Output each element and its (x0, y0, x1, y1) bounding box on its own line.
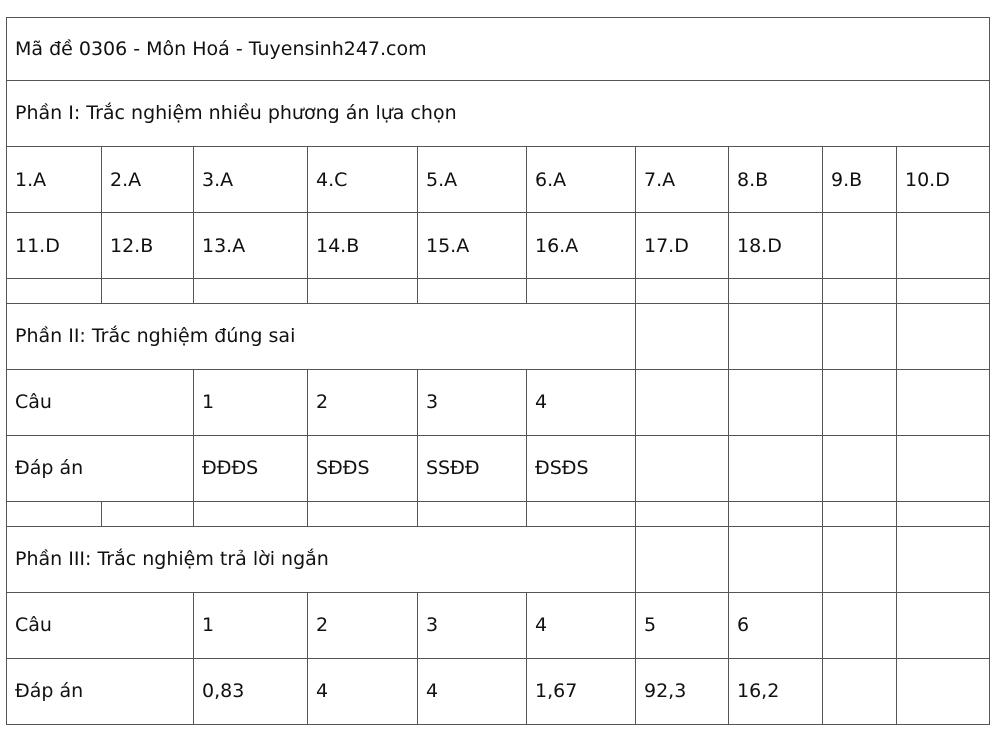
part2-answer-row (7, 435, 990, 501)
part2-answer-cell: ĐĐĐS (194, 435, 308, 501)
empty-cell (636, 369, 729, 435)
empty-cell (308, 279, 418, 304)
part1-answer-cell: 8.B (729, 147, 823, 213)
empty-cell (7, 502, 102, 527)
part3-heading-row (7, 526, 990, 592)
part2-answer-cell: SĐĐS (308, 435, 418, 501)
empty-cell (823, 303, 897, 369)
part1-answer-cell: 10.D (897, 147, 990, 213)
empty-cell (527, 502, 636, 527)
part2-question-cell: 4 (527, 369, 636, 435)
empty-cell (194, 502, 308, 527)
part2-answer-cell: ĐSĐS (527, 435, 636, 501)
empty-cell (897, 279, 990, 304)
part3-question-cell: 6 (729, 592, 823, 658)
part3-answer-cell: 4 (308, 658, 418, 724)
part1-answer-cell: 18.D (729, 213, 823, 279)
part1-answer-cell: 3.A (194, 147, 308, 213)
part1-answer-cell: 17.D (636, 213, 729, 279)
part1-heading-row (7, 80, 990, 146)
part3-question-label: Câu (7, 592, 194, 658)
part3-question-cell: 3 (418, 592, 527, 658)
part1-answer-cell: 1.A (7, 147, 102, 213)
empty-cell (897, 369, 990, 435)
part1-answer-cell: 14.B (308, 213, 418, 279)
empty-cell (823, 658, 897, 724)
empty-cell (418, 502, 527, 527)
spacer-row (7, 502, 990, 527)
empty-cell (897, 502, 990, 527)
part2-question-cell: 1 (194, 369, 308, 435)
part3-answer-cell: 16,2 (729, 658, 823, 724)
answer-key-table (6, 17, 990, 725)
empty-cell (823, 592, 897, 658)
part1-answer-cell: 11.D (7, 213, 102, 279)
part3-question-cell: 1 (194, 592, 308, 658)
exam-title: Mã đề 0306 - Môn Hoá - Tuyensinh247.com (7, 18, 990, 81)
title-row (7, 18, 990, 81)
empty-cell (823, 526, 897, 592)
part3-answer-cell: 4 (418, 658, 527, 724)
empty-cell (729, 502, 823, 527)
part1-answer-cell: 12.B (102, 213, 194, 279)
part2-heading-row (7, 303, 990, 369)
part1-answer-cell: 2.A (102, 147, 194, 213)
part2-heading: Phần II: Trắc nghiệm đúng sai (7, 303, 636, 369)
empty-cell (636, 502, 729, 527)
spacer-row (7, 279, 990, 304)
empty-cell (636, 435, 729, 501)
part1-answer-cell: 15.A (418, 213, 527, 279)
part1-answer-cell: 9.B (823, 147, 897, 213)
part1-heading: Phần I: Trắc nghiệm nhiều phương án lựa chọn (7, 80, 990, 146)
part3-question-cell: 2 (308, 592, 418, 658)
part1-answer-row (7, 213, 990, 279)
part2-question-cell: 3 (418, 369, 527, 435)
empty-cell (823, 279, 897, 304)
part1-answer-cell: 16.A (527, 213, 636, 279)
part2-answer-cell: SSĐĐ (418, 435, 527, 501)
empty-cell (527, 279, 636, 304)
empty-cell (308, 502, 418, 527)
empty-cell (823, 213, 897, 279)
empty-cell (729, 369, 823, 435)
empty-cell (102, 279, 194, 304)
empty-cell (897, 592, 990, 658)
empty-cell (897, 435, 990, 501)
empty-cell (823, 502, 897, 527)
part2-question-cell: 2 (308, 369, 418, 435)
part1-answer-cell: 4.C (308, 147, 418, 213)
empty-cell (729, 526, 823, 592)
part3-answer-cell: 0,83 (194, 658, 308, 724)
part1-answer-cell: 13.A (194, 213, 308, 279)
empty-cell (636, 303, 729, 369)
part3-question-cell: 4 (527, 592, 636, 658)
empty-cell (729, 303, 823, 369)
empty-cell (636, 526, 729, 592)
part3-answer-cell: 92,3 (636, 658, 729, 724)
empty-cell (897, 303, 990, 369)
part3-answer-row (7, 658, 990, 724)
empty-cell (823, 369, 897, 435)
part1-answer-cell: 6.A (527, 147, 636, 213)
empty-cell (102, 502, 194, 527)
empty-cell (897, 526, 990, 592)
part1-answer-row (7, 147, 990, 213)
empty-cell (194, 279, 308, 304)
part2-question-label: Câu (7, 369, 194, 435)
empty-cell (636, 279, 729, 304)
empty-cell (823, 435, 897, 501)
part1-answer-cell: 7.A (636, 147, 729, 213)
empty-cell (7, 279, 102, 304)
part1-answer-cell: 5.A (418, 147, 527, 213)
part2-answer-label: Đáp án (7, 435, 194, 501)
part3-question-cell: 5 (636, 592, 729, 658)
empty-cell (418, 279, 527, 304)
part2-question-row (7, 369, 990, 435)
part3-answer-label: Đáp án (7, 658, 194, 724)
empty-cell (897, 658, 990, 724)
part3-heading: Phần III: Trắc nghiệm trả lời ngắn (7, 526, 636, 592)
part3-question-row (7, 592, 990, 658)
empty-cell (897, 213, 990, 279)
empty-cell (729, 279, 823, 304)
empty-cell (729, 435, 823, 501)
part3-answer-cell: 1,67 (527, 658, 636, 724)
